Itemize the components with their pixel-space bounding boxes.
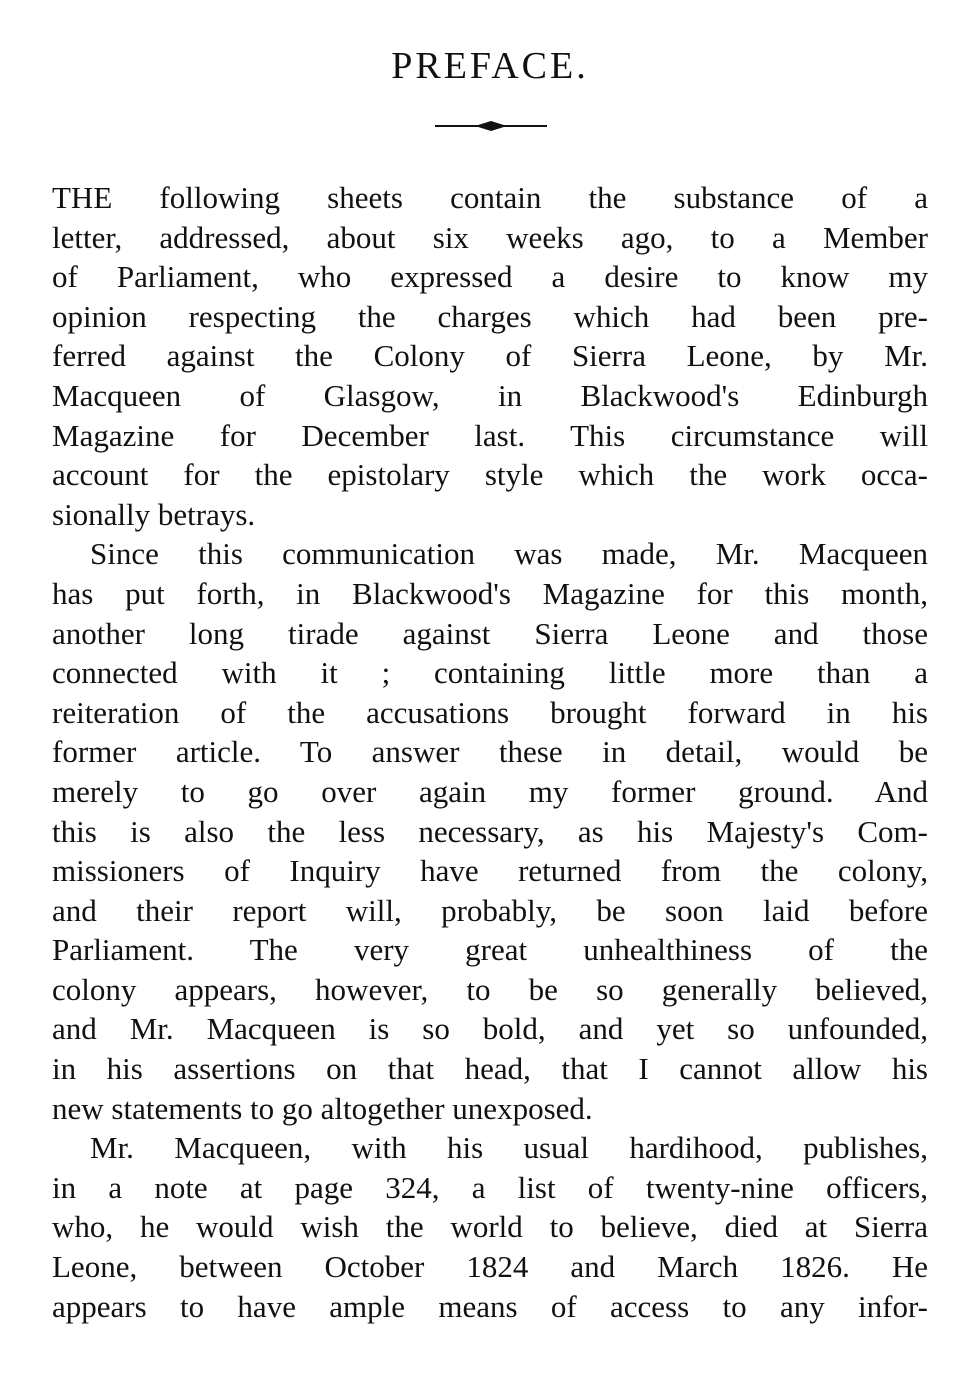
paragraph-3 bbox=[52, 1128, 928, 1326]
text-line: sionally betrays. bbox=[52, 496, 256, 532]
paragraph-2 bbox=[52, 534, 928, 1128]
horizontal-rule-diamond-ornament-icon bbox=[435, 118, 547, 134]
text-line: and their report will, probably, be soon laid before bbox=[52, 892, 928, 928]
text-line: new statements to go altogether unexposed. bbox=[52, 1090, 593, 1126]
text-line: opinion respecting the charges which had been pre- bbox=[52, 298, 928, 334]
page-title: PREFACE. bbox=[391, 45, 589, 87]
text-line: colony appears, however, to be so generally believed, bbox=[52, 971, 928, 1007]
text-line: has put forth, in Blackwood's Magazine for this month, bbox=[52, 575, 928, 611]
paragraph-1 bbox=[52, 178, 928, 534]
text-line: Mr. Macqueen, with his usual hardihood, publishes, bbox=[90, 1130, 928, 1166]
text-line: Macqueen of Glasgow, in Blackwood's Edinburgh bbox=[52, 377, 928, 413]
text-line: account for the epistolary style which the work occa- bbox=[52, 457, 928, 493]
text-line: appears to have ample means of access to any infor- bbox=[52, 1288, 928, 1324]
text-line: and Mr. Macqueen is so bold, and yet so unfounded, bbox=[52, 1011, 928, 1047]
text-line: in his assertions on that head, that I cannot allow his bbox=[52, 1051, 928, 1087]
text-line: former article. To answer these in detail, would be bbox=[52, 734, 928, 770]
text-line: reiteration of the accusations brought forward in his bbox=[52, 694, 928, 730]
text-line: of Parliament, who expressed a desire to know my bbox=[52, 259, 928, 295]
text-line: Parliament. The very great unhealthiness of the bbox=[52, 932, 928, 968]
text-line: who, he would wish the world to believe, died at Sierra bbox=[52, 1209, 928, 1245]
preface-body bbox=[52, 178, 928, 1326]
text-line: missioners of Inquiry have returned from the colony, bbox=[52, 853, 928, 889]
text-line: Leone, between October 1824 and March 1826. He bbox=[52, 1249, 928, 1285]
text-line: connected with it ; containing little more than a bbox=[52, 655, 928, 691]
text-line: Since this communication was made, Mr. Macqueen bbox=[90, 536, 928, 572]
text-line: in a note at page 324, a list of twenty-nine officers, bbox=[52, 1169, 928, 1205]
text-line: this is also the less necessary, as his Majesty's Com- bbox=[52, 813, 928, 849]
text-line: letter, addressed, about six weeks ago, to a Member bbox=[52, 219, 928, 255]
text-line: another long tirade against Sierra Leone and those bbox=[52, 615, 928, 651]
text-line: Magazine for December last. This circumstance will bbox=[52, 417, 928, 453]
text-line: THE following sheets contain the substance of a bbox=[52, 180, 928, 215]
text-line: ferred against the Colony of Sierra Leone, by Mr. bbox=[52, 338, 928, 374]
text-line: merely to go over again my former ground. And bbox=[52, 773, 928, 809]
